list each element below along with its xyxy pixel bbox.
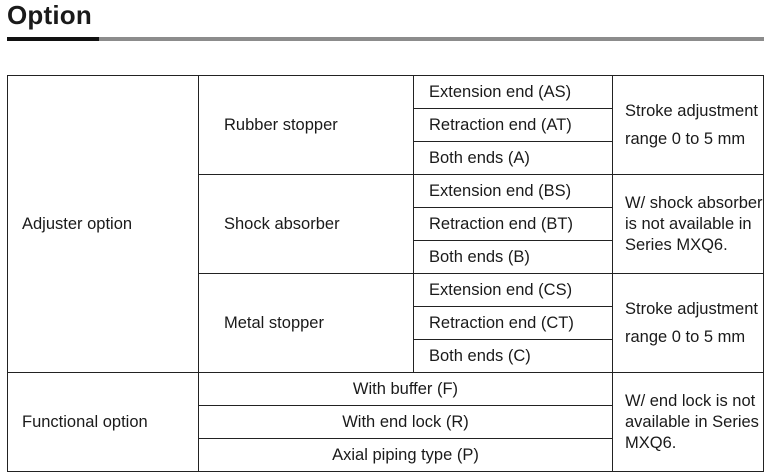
- end-cell: Extension end (CS): [414, 274, 613, 307]
- note-line: Stroke adjustment: [625, 102, 758, 120]
- end-cell: Extension end (AS): [414, 76, 613, 109]
- table-row: [8, 373, 764, 406]
- note-cell-rubber: [613, 76, 764, 175]
- end-cell: Retraction end (CT): [414, 307, 613, 340]
- note-line: range 0 to 5 mm: [625, 130, 746, 148]
- note-cell-metal: [613, 274, 764, 373]
- end-cell: Extension end (BS): [414, 175, 613, 208]
- note-cell-shock: [613, 175, 764, 274]
- table-row: [8, 76, 764, 109]
- note-line: Stroke adjustment: [625, 300, 758, 318]
- option-table: [7, 75, 764, 472]
- functional-item: With buffer (F): [199, 373, 613, 406]
- title-underline-grey: [99, 37, 764, 41]
- title-underline-dark: [7, 37, 99, 41]
- note-line: range 0 to 5 mm: [625, 328, 746, 346]
- end-cell: Retraction end (AT): [414, 109, 613, 142]
- type-shock-absorber: Shock absorber: [199, 175, 414, 274]
- note-line: MXQ6.: [625, 433, 677, 452]
- note-cell-functional: [613, 373, 764, 472]
- page-title: Option: [7, 0, 92, 30]
- note-line: W/ shock absorber: [625, 193, 763, 212]
- functional-item: With end lock (R): [199, 406, 613, 439]
- note-line: is not available in: [625, 214, 752, 233]
- type-rubber-stopper: Rubber stopper: [199, 76, 414, 175]
- end-cell: Retraction end (BT): [414, 208, 613, 241]
- end-cell: Both ends (C): [414, 340, 613, 373]
- note-line: W/ end lock is not: [625, 391, 756, 410]
- type-metal-stopper: Metal stopper: [199, 274, 414, 373]
- note-line: Series MXQ6.: [625, 235, 728, 254]
- functional-item: Axial piping type (P): [199, 439, 613, 472]
- adjuster-option-label: Adjuster option: [8, 76, 199, 373]
- functional-option-label: Functional option: [8, 373, 199, 472]
- end-cell: Both ends (A): [414, 142, 613, 175]
- end-cell: Both ends (B): [414, 241, 613, 274]
- note-line: available in Series: [625, 412, 759, 431]
